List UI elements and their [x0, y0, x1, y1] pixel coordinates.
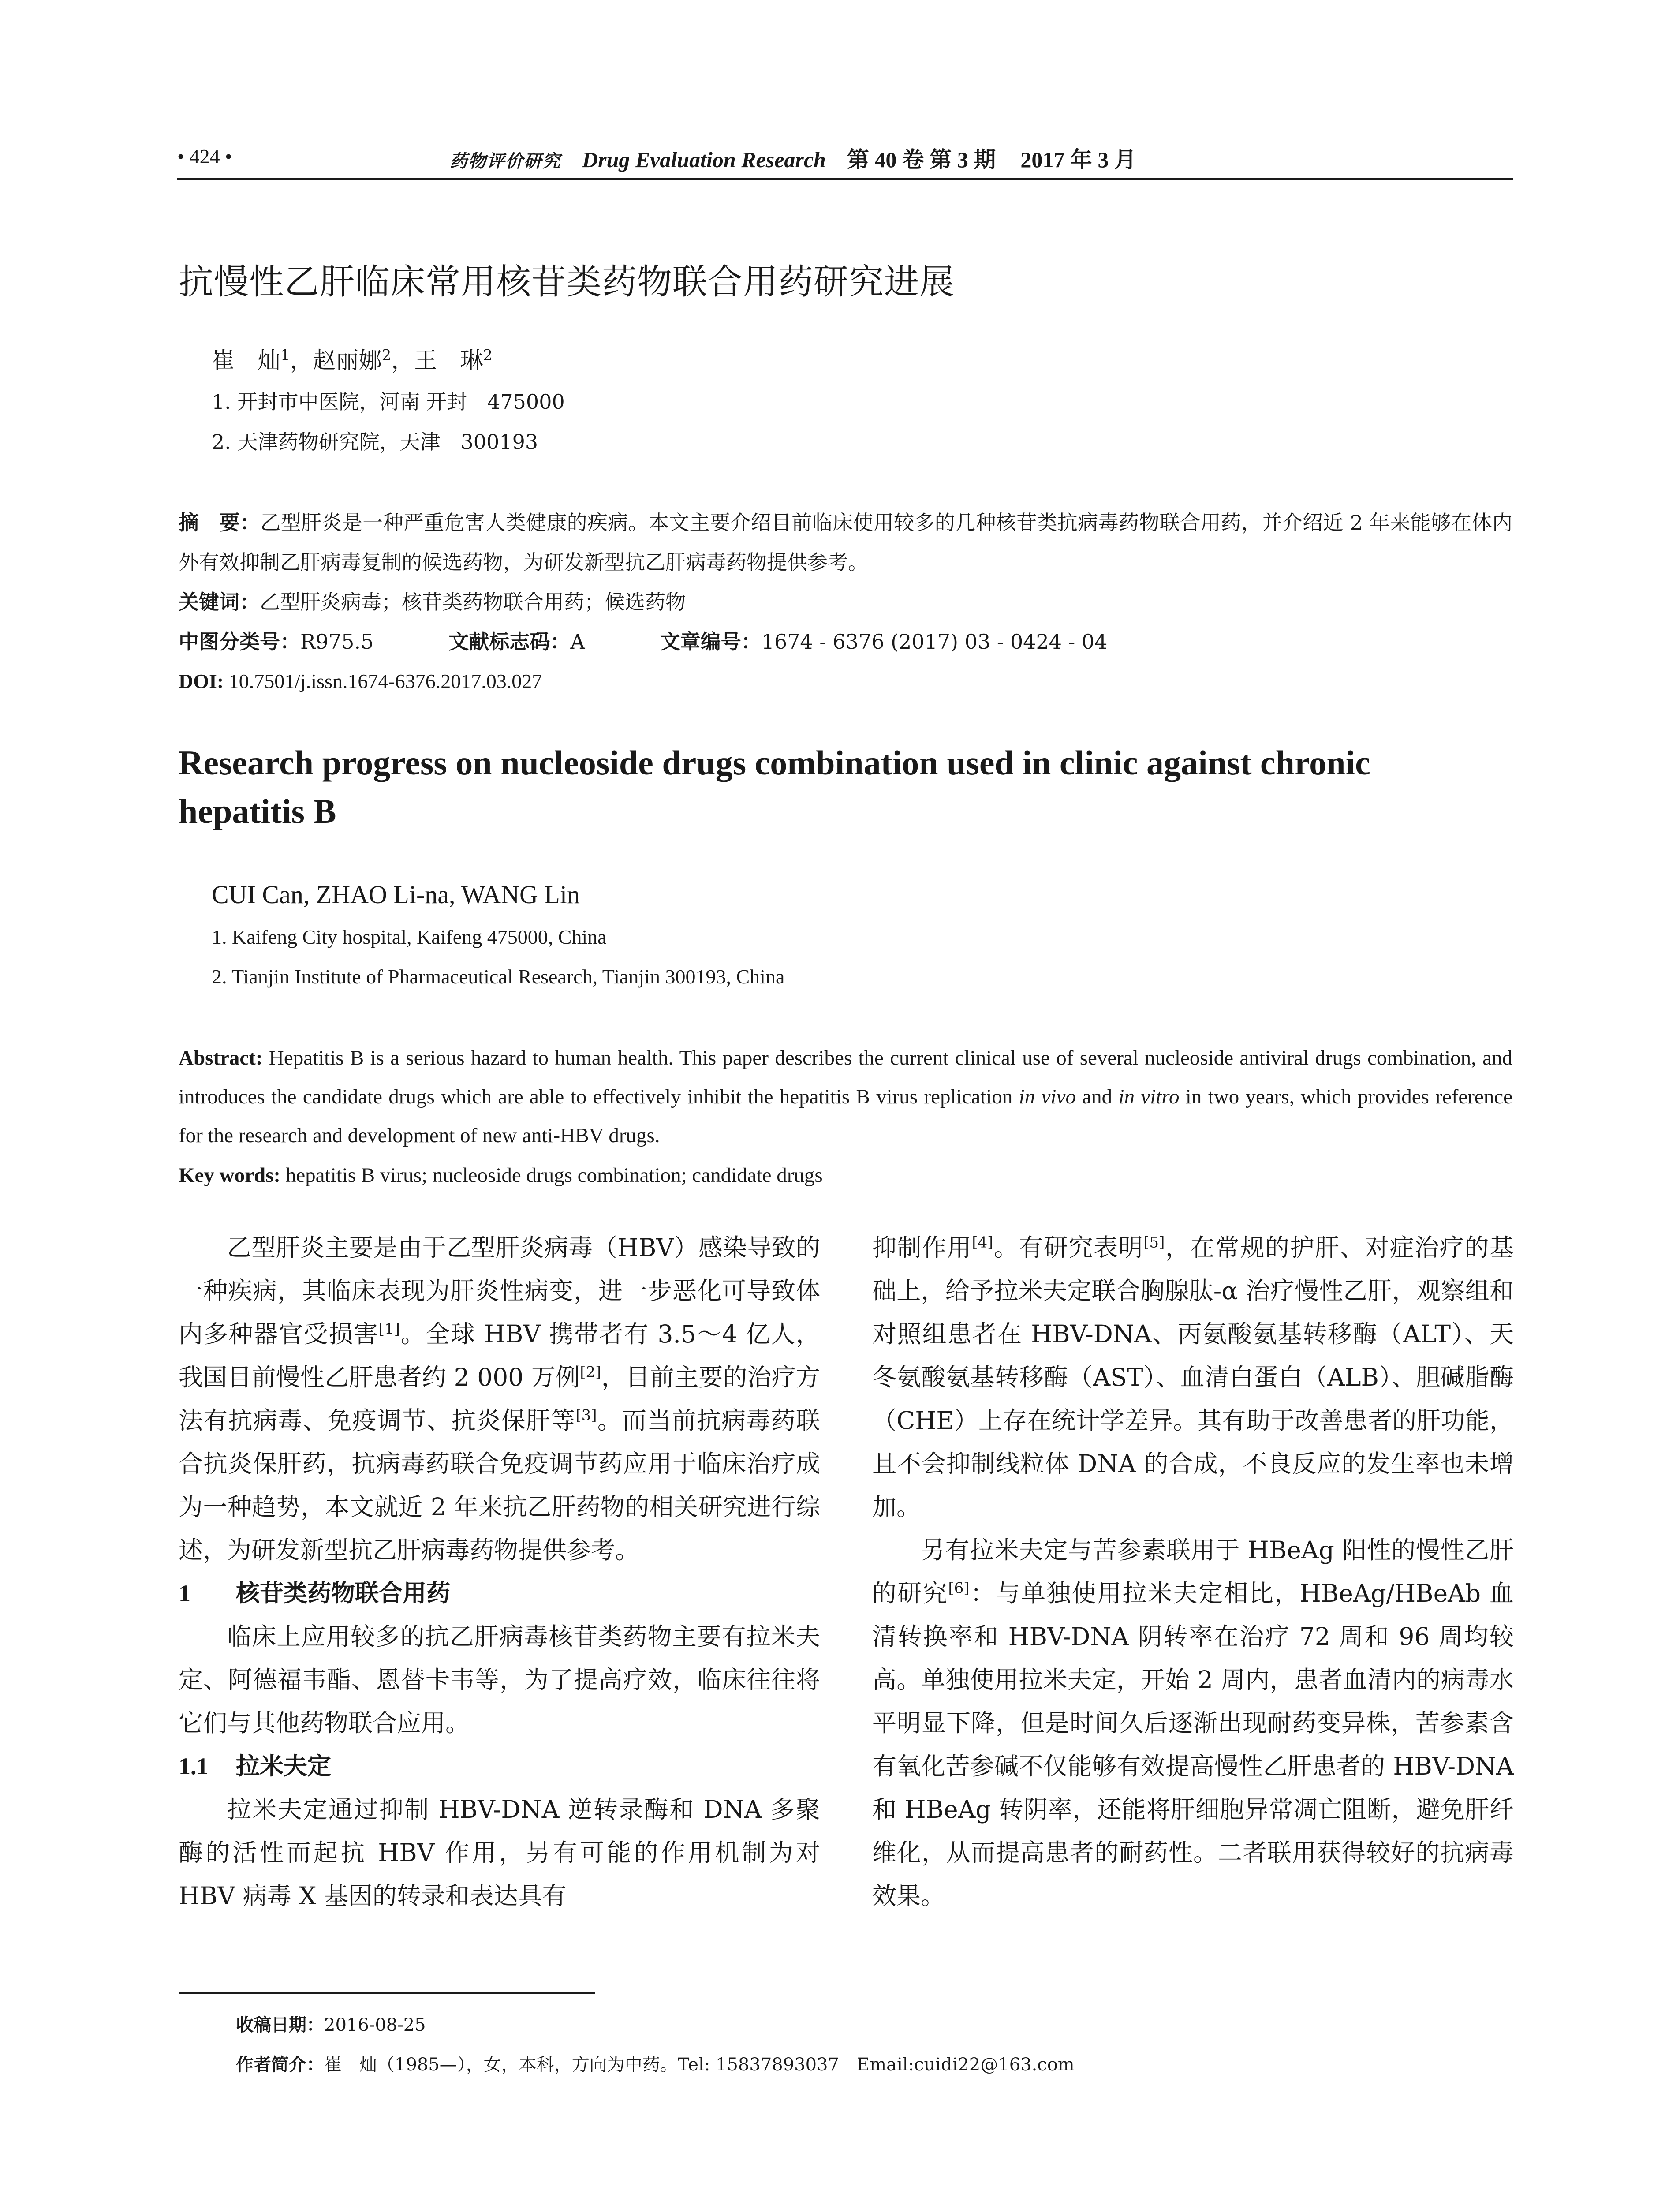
- affiliation-mark: 2: [381, 346, 392, 364]
- authors-en: CUI Can, ZHAO Li-na, WANG Lin: [212, 880, 580, 909]
- abstract-cn-label: 摘 要：: [179, 511, 261, 534]
- abstract-en-label: Abstract:: [179, 1046, 263, 1069]
- body-paragraph: [872, 1529, 1514, 1917]
- abstract-en-italic: in vitro: [1118, 1085, 1180, 1108]
- author-bio-label: 作者简介：: [236, 2055, 324, 2075]
- body-paragraph: [872, 1226, 1514, 1529]
- body-text: 。全球 HBV 携带者有 3.5～4 亿人，我国目前慢性乙肝患者约 2 000 万例: [179, 1320, 820, 1391]
- author-name: ，王 琳: [391, 348, 483, 374]
- author-bio-note: [236, 2051, 1075, 2076]
- body-text: ：与单独使用拉米夫定相比，HBeAg/HBeAb 血清转换率和 HBV-DNA 阴转率在治疗 72 周和 96 周均较高。单独使用拉米夫定，开始 2 周内，患者血清内的病毒水平明显下降，但是时间久后逐渐出现耐药变异株，苦参素含有氧化苦参碱不仅能够有效提高慢性乙肝患者的 HBV-DNA 和 HBeAg 转阴率，还能将肝细胞异常凋亡阻断，避免肝纤维化，从而提高患者的耐药性。二者联用获得较好的抗病毒效果。: [872, 1579, 1514, 1910]
- body-paragraph: 临床上应用较多的抗乙肝病毒核苷类药物主要有拉米夫定、阿德福韦酯、恩替卡韦等，为了提高疗效，临床往往将它们与其他药物联合应用。: [179, 1622, 820, 1737]
- abstract-cn: [179, 503, 1512, 582]
- citation-ref: [6]: [948, 1579, 970, 1597]
- subsection-title: 拉米夫定: [236, 1752, 331, 1780]
- document-code-label: 文献标志码：: [448, 630, 571, 654]
- authors-cn: [212, 342, 493, 375]
- keywords-cn-text: 乙型肝炎病毒；核苷类药物联合用药；候选药物: [260, 590, 686, 614]
- keywords-en-text: hepatitis B virus; nucleoside drugs combination; candidate drugs: [285, 1164, 823, 1187]
- affiliation-en-1: 1. Kaifeng City hospital, Kaifeng 475000, China: [212, 926, 607, 948]
- section-title: 核苷类药物联合用药: [236, 1579, 450, 1607]
- body-text: ，目前主要的治疗方法有抗病毒、免疫调节、抗炎保肝等: [179, 1363, 820, 1435]
- journal-logo-cn: 药物评价研究: [450, 151, 561, 172]
- doi-value: 10.7501/j.issn.1674-6376.2017.03.027: [228, 670, 542, 692]
- affiliation-cn-2: 2. 天津药物研究院，天津 300193: [212, 430, 538, 454]
- subsection-heading: [179, 1745, 820, 1788]
- body-text: 乙型肝炎主要是由于乙型肝炎病毒（HBV）感染导致的一种疾病，其临床表现为肝炎性病变，进一步恶化可导致体内多种器官受损害: [179, 1233, 820, 1348]
- affiliation-mark: 1: [280, 346, 290, 364]
- body-text: 。而当前抗病毒药联合抗炎保肝药，抗病毒药联合免疫调节药应用于临床治疗成为一种趋势，本文就近 2 年来抗乙肝药物的相关研究进行综述，为研发新型抗乙肝病毒药物提供参考。: [179, 1406, 820, 1564]
- citation-ref: [2]: [580, 1363, 601, 1381]
- article-title-en: Research progress on nucleoside drugs combination used in clinic against chronic hepatitis B: [179, 744, 1370, 830]
- author-name: ，赵丽娜: [290, 348, 382, 374]
- affiliation-mark: 2: [483, 346, 493, 364]
- body-column-right: [872, 1226, 1514, 1917]
- affiliation-en-2: 2. Tianjin Institute of Pharmaceutical Research, Tianjin 300193, China: [212, 965, 785, 988]
- citation-ref: [3]: [575, 1406, 597, 1424]
- abstract-en: [179, 1039, 1512, 1155]
- page-number: • 424 •: [177, 145, 232, 168]
- clc-value: R975.5: [300, 630, 374, 654]
- keywords-en-label: Key words:: [179, 1164, 281, 1187]
- affiliation-cn-1: 1. 开封市中医院，河南 开封 475000: [212, 390, 565, 414]
- citation-ref: [1]: [378, 1320, 400, 1338]
- keywords-cn: [179, 582, 1512, 622]
- body-text: 抑制作用: [872, 1233, 972, 1262]
- footnote-divider: [179, 1992, 595, 1994]
- body-text: 另有拉米夫定与苦参素联用于 HBeAg 阳性的慢性乙肝的研究: [872, 1536, 1514, 1607]
- keywords-en: [179, 1155, 1512, 1195]
- abstract-en-italic: in vivo: [1019, 1085, 1076, 1108]
- doi-label: DOI:: [179, 670, 224, 692]
- article-number-label: 文章编号：: [660, 630, 762, 654]
- article-title-cn: 抗慢性乙肝临床常用核苷类药物联合用药研究进展: [179, 262, 955, 302]
- body-column-left: [179, 1226, 820, 1917]
- body-text: ，在常规的护肝、对症治疗的基础上，给予拉米夫定联合胸腺肽-α 治疗慢性乙肝，观察组和对照组患者在 HBV-DNA、丙氨酸氨基转移酶（ALT）、天冬氨酸氨基转移酶（AST）、血清白蛋白（ALB）、胆碱脂酶（CHE）上存在统计学差异。其有助于改善患者的肝功能，且不会抑制线粒体 DNA 的合成，不良反应的发生率也未增加。: [872, 1233, 1514, 1521]
- section-heading: [179, 1572, 820, 1615]
- citation-ref: [4]: [972, 1233, 993, 1252]
- running-header: [450, 142, 1136, 174]
- citation-ref: [5]: [1143, 1233, 1165, 1252]
- body-paragraph: 拉米夫定通过抑制 HBV-DNA 逆转录酶和 DNA 多聚酶的活性而起抗 HBV 作用，另有可能的作用机制为对 HBV 病毒 X 基因的转录和表达具有: [179, 1795, 820, 1910]
- keywords-cn-label: 关键词：: [179, 590, 260, 614]
- clc-label: 中图分类号：: [179, 630, 300, 654]
- author-bio-value: 崔 灿（1985—），女，本科，方向为中药。Tel: 15837893037 Email:cuidi22@163.com: [324, 2055, 1075, 2075]
- received-date-value: 2016-08-25: [324, 2015, 426, 2035]
- subsection-number: 1.1: [179, 1753, 209, 1779]
- journal-name-en: Drug Evaluation Research: [582, 147, 826, 172]
- body-paragraph: [179, 1226, 820, 1572]
- author-name: 崔 灿: [212, 348, 281, 374]
- document-code-value: A: [570, 630, 585, 654]
- received-date-note: [236, 2011, 426, 2036]
- abstract-cn-text: 乙型肝炎是一种严重危害人类健康的疾病。本文主要介绍目前临床使用较多的几种核苷类抗病毒药物联合用药，并介绍近 2 年来能够在体内外有效抑制乙肝病毒复制的候选药物，为研发新型抗乙肝病毒药物提供参考。: [179, 511, 1513, 574]
- abstract-en-text: Hepatitis B is a serious hazard to human health. This paper describes the current clinical use of several nucleoside antiviral drugs combination, and introduces the candidate drugs which are able to effectively inhibit the hepatitis B virus replication: [179, 1046, 1513, 1108]
- abstract-en-text: in two years, which provides reference for the research and development of new anti-HBV drugs.: [179, 1085, 1512, 1147]
- issue-date: 2017 年 3 月: [1020, 147, 1136, 172]
- volume-issue: 第 40 卷 第 3 期: [847, 147, 996, 172]
- classification-line: [179, 622, 1512, 662]
- body-text: 。有研究表明: [993, 1233, 1144, 1262]
- article-number-value: 1674 - 6376 (2017) 03 - 0424 - 04: [761, 630, 1108, 654]
- received-date-label: 收稿日期：: [236, 2015, 324, 2035]
- section-number: 1: [179, 1580, 190, 1607]
- abstract-en-text: and: [1075, 1085, 1119, 1108]
- doi-line: [179, 662, 1512, 701]
- header-divider: [177, 178, 1513, 180]
